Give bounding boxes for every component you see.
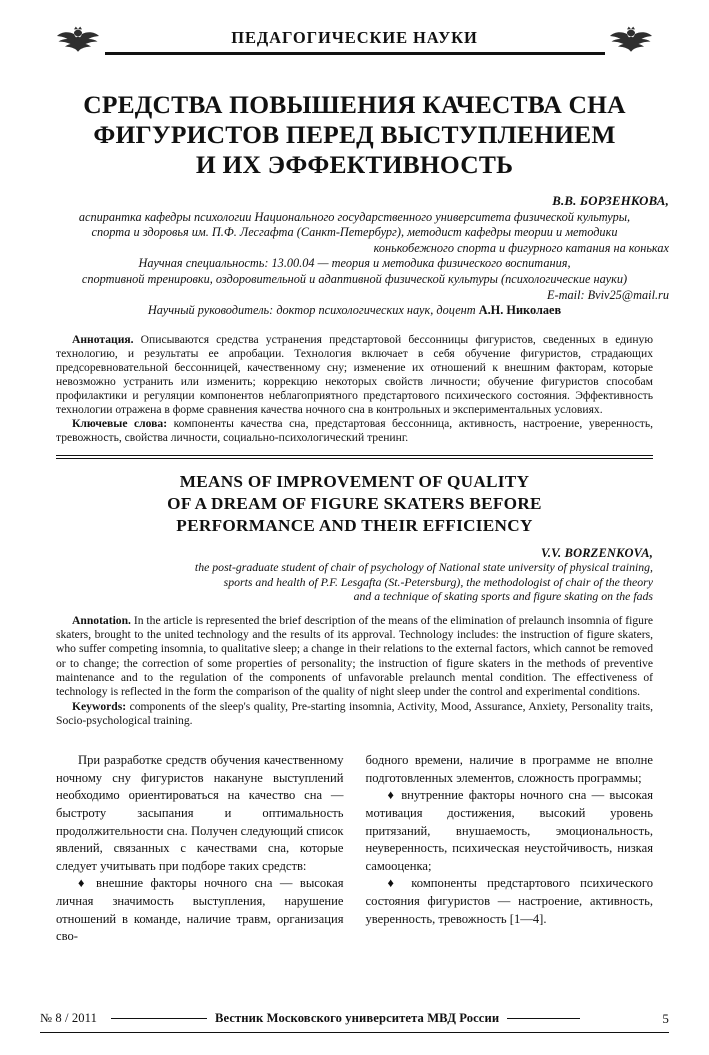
abstract-ru-text: Описываются средства устранения предстартовой бессонницы фигуристов, сведенных в единую технологию, и результаты ее апробации. Технология включает в себя обучение фигуристов, страдающих предсоревновательной бессонницей, качественному сну; изменение их отношений к внешним факторам, которые невозможно устранить или изменить; коррекцию некоторых свойств личности; обучение фигуристов способам профилактики и регуляции компонентов неблагоприятного предстартового психического состояния. Эффективность технологии отражена в форме сравнения качества ночного сна в контрольных и экспериментальных условиях. — [56, 332, 653, 417]
author-affiliation-en-line-3: and a technique of skating sports and figure skating on the fads — [353, 589, 653, 604]
footer-journal-title: Вестник Московского университета МВД России — [214, 1011, 500, 1026]
author-email-ru: E-mail: Bviv25@mail.ru — [547, 287, 669, 302]
article-title-ru-line-1: СРЕДСТВА ПОВЫШЕНИЯ КАЧЕСТВА СНА — [83, 90, 626, 119]
abstract-ru — [56, 333, 653, 446]
body-paragraph: При разработке средств обучения качественному ночному сну фигуристов накануне выступлений необходимо ориентироваться на качество сна — быстроту засыпания и оптимальность продолжительности сна. Получен следующий список явлений, связанных с качествами сна, которые следует учитывать при подборе таких средств: — [56, 753, 344, 873]
author-affiliation-en-line-2: sports and health of P.F. Lesgafta (St.-Petersburg), the methodologist of chair of the theory — [223, 574, 653, 589]
body-paragraph: бодного времени, наличие в программе не вполне подготовленных элементов, сложность программы; — [365, 753, 653, 785]
article-title-en — [56, 471, 653, 537]
abstract-en-text: In the article is represented the brief description of the means of the elimination of prelaunch insomnia of figure skaters, brought to the united technology and the results of its approval. Technology includes: the instruction of figure skaters, who suffer competing insomnia, to qualitative sleep; a change in their relations to the external factors, which cannot be removed or to change; the correction of some properties of personality; the instruction of figure skaters in the methods of preventive maintenance and to the regulation of the components of unfavorable prelaunch mental condition. The effectiveness of technology is reflected in the form the comparison of the quality of night sleep under the control and experimental conditions. — [56, 613, 653, 699]
body-columns — [56, 752, 653, 946]
author-affiliation-ru-line-2: спорта и здоровья им. П.Ф. Лесгафта (Санкт-Петербург), методист кафедры теории и методики — [91, 225, 618, 240]
keywords-ru — [56, 417, 653, 445]
article-title-en-line-2: OF A DREAM OF FIGURE SKATERS BEFORE — [167, 493, 542, 513]
abstract-en — [56, 614, 653, 728]
abstract-ru-lead: Аннотация. — [72, 332, 134, 346]
footer-page-number: 5 — [662, 1010, 670, 1026]
keywords-ru-lead: Ключевые слова: — [72, 417, 168, 431]
running-head-title: ПЕДАГОГИЧЕСКИЕ НАУКИ — [231, 28, 478, 47]
body-paragraph: ♦ компоненты предстартового психического состояния фигуристов — настроение, активность, уверенность, тревожность [1—4]. — [365, 876, 653, 926]
article-title-en-line-1: MEANS OF IMPROVEMENT OF QUALITY — [179, 471, 530, 491]
article-title-ru — [28, 90, 681, 180]
journal-page — [0, 26, 709, 1055]
footer-rule-left — [111, 1018, 207, 1020]
running-head-rule — [105, 52, 605, 55]
article-title-ru-line-2: ФИГУРИСТОВ ПЕРЕД ВЫСТУПЛЕНИЕМ — [93, 120, 616, 149]
body-column-left — [56, 752, 344, 946]
keywords-en — [56, 700, 653, 729]
body-column-right — [366, 752, 654, 946]
author-specialty-ru-line-1: Научная специальность: 13.00.04 — теория и методика физического воспитания, — [138, 256, 571, 271]
body-paragraph: ♦ внутренние факторы ночного сна — высокая мотивация достижения, высокий уровень притязаний, внушаемость, эмоциональность, неуверенность, психическая неустойчивость, низкая самооценка; — [365, 788, 653, 873]
article-title-en-line-3: PERFORMANCE AND THEIR EFFICIENCY — [176, 515, 533, 535]
ornament-emblem-left-icon — [52, 26, 104, 56]
footer-issue: № 8 / 2011 — [40, 1011, 97, 1026]
author-affiliation-ru-line-3: конькобежного спорта и фигурного катания на коньках — [373, 240, 669, 255]
running-head — [40, 26, 669, 74]
author-affiliation-ru-line-1: аспирантка кафедры психологии Национального государственного университета физической культуры, — [78, 209, 631, 224]
abstract-ru-paragraph — [56, 333, 653, 418]
author-specialty-ru-line-2: спортивной тренировки, оздоровительной и адаптивной физической культуры (психологические науки) — [81, 271, 628, 286]
keywords-en-lead: Keywords: — [72, 699, 127, 713]
keywords-ru-text: компоненты качества сна, предстартовая бессонница, активность, настроение, уверенность, тревожность, свойства личности, социально-психологический тренинг. — [56, 417, 654, 445]
supervisor-label: Научный руководитель: доктор психологических наук, доцент — [147, 303, 479, 318]
author-supervisor-ru — [40, 303, 669, 319]
ornament-emblem-right-icon — [605, 26, 657, 56]
footer-row — [40, 1011, 669, 1032]
author-name-ru: В.В. БОРЗЕНКОВА, — [552, 194, 669, 208]
author-block-en — [56, 546, 653, 604]
abstract-en-lead: Annotation. — [72, 613, 131, 627]
author-affiliation-en-line-1: the post-graduate student of chair of psychology of National state university of physical training, — [194, 560, 653, 575]
body-paragraph: ♦ внешние факторы ночного сна — высокая личная значимость выступления, нарушение отношений в команде, наличие травм, организация сво- — [56, 876, 344, 944]
keywords-en-text: components of the sleep's quality, Pre-starting insomnia, Activity, Mood, Assurance, Anxiety, Personality traits, Socio-psychological training. — [56, 699, 653, 727]
article-title-ru-line-3: И ИХ ЭФФЕКТИВНОСТЬ — [195, 150, 514, 179]
footer-bottom-rule — [40, 1032, 669, 1033]
abstract-en-paragraph — [56, 614, 653, 700]
section-divider-rule — [56, 455, 653, 459]
footer-rule-right — [507, 1018, 580, 1020]
page-footer — [40, 1011, 669, 1033]
author-name-en: V.V. BORZENKOVA, — [540, 545, 653, 560]
supervisor-name: А.Н. Николаев — [478, 303, 562, 318]
author-block-ru — [40, 194, 669, 319]
